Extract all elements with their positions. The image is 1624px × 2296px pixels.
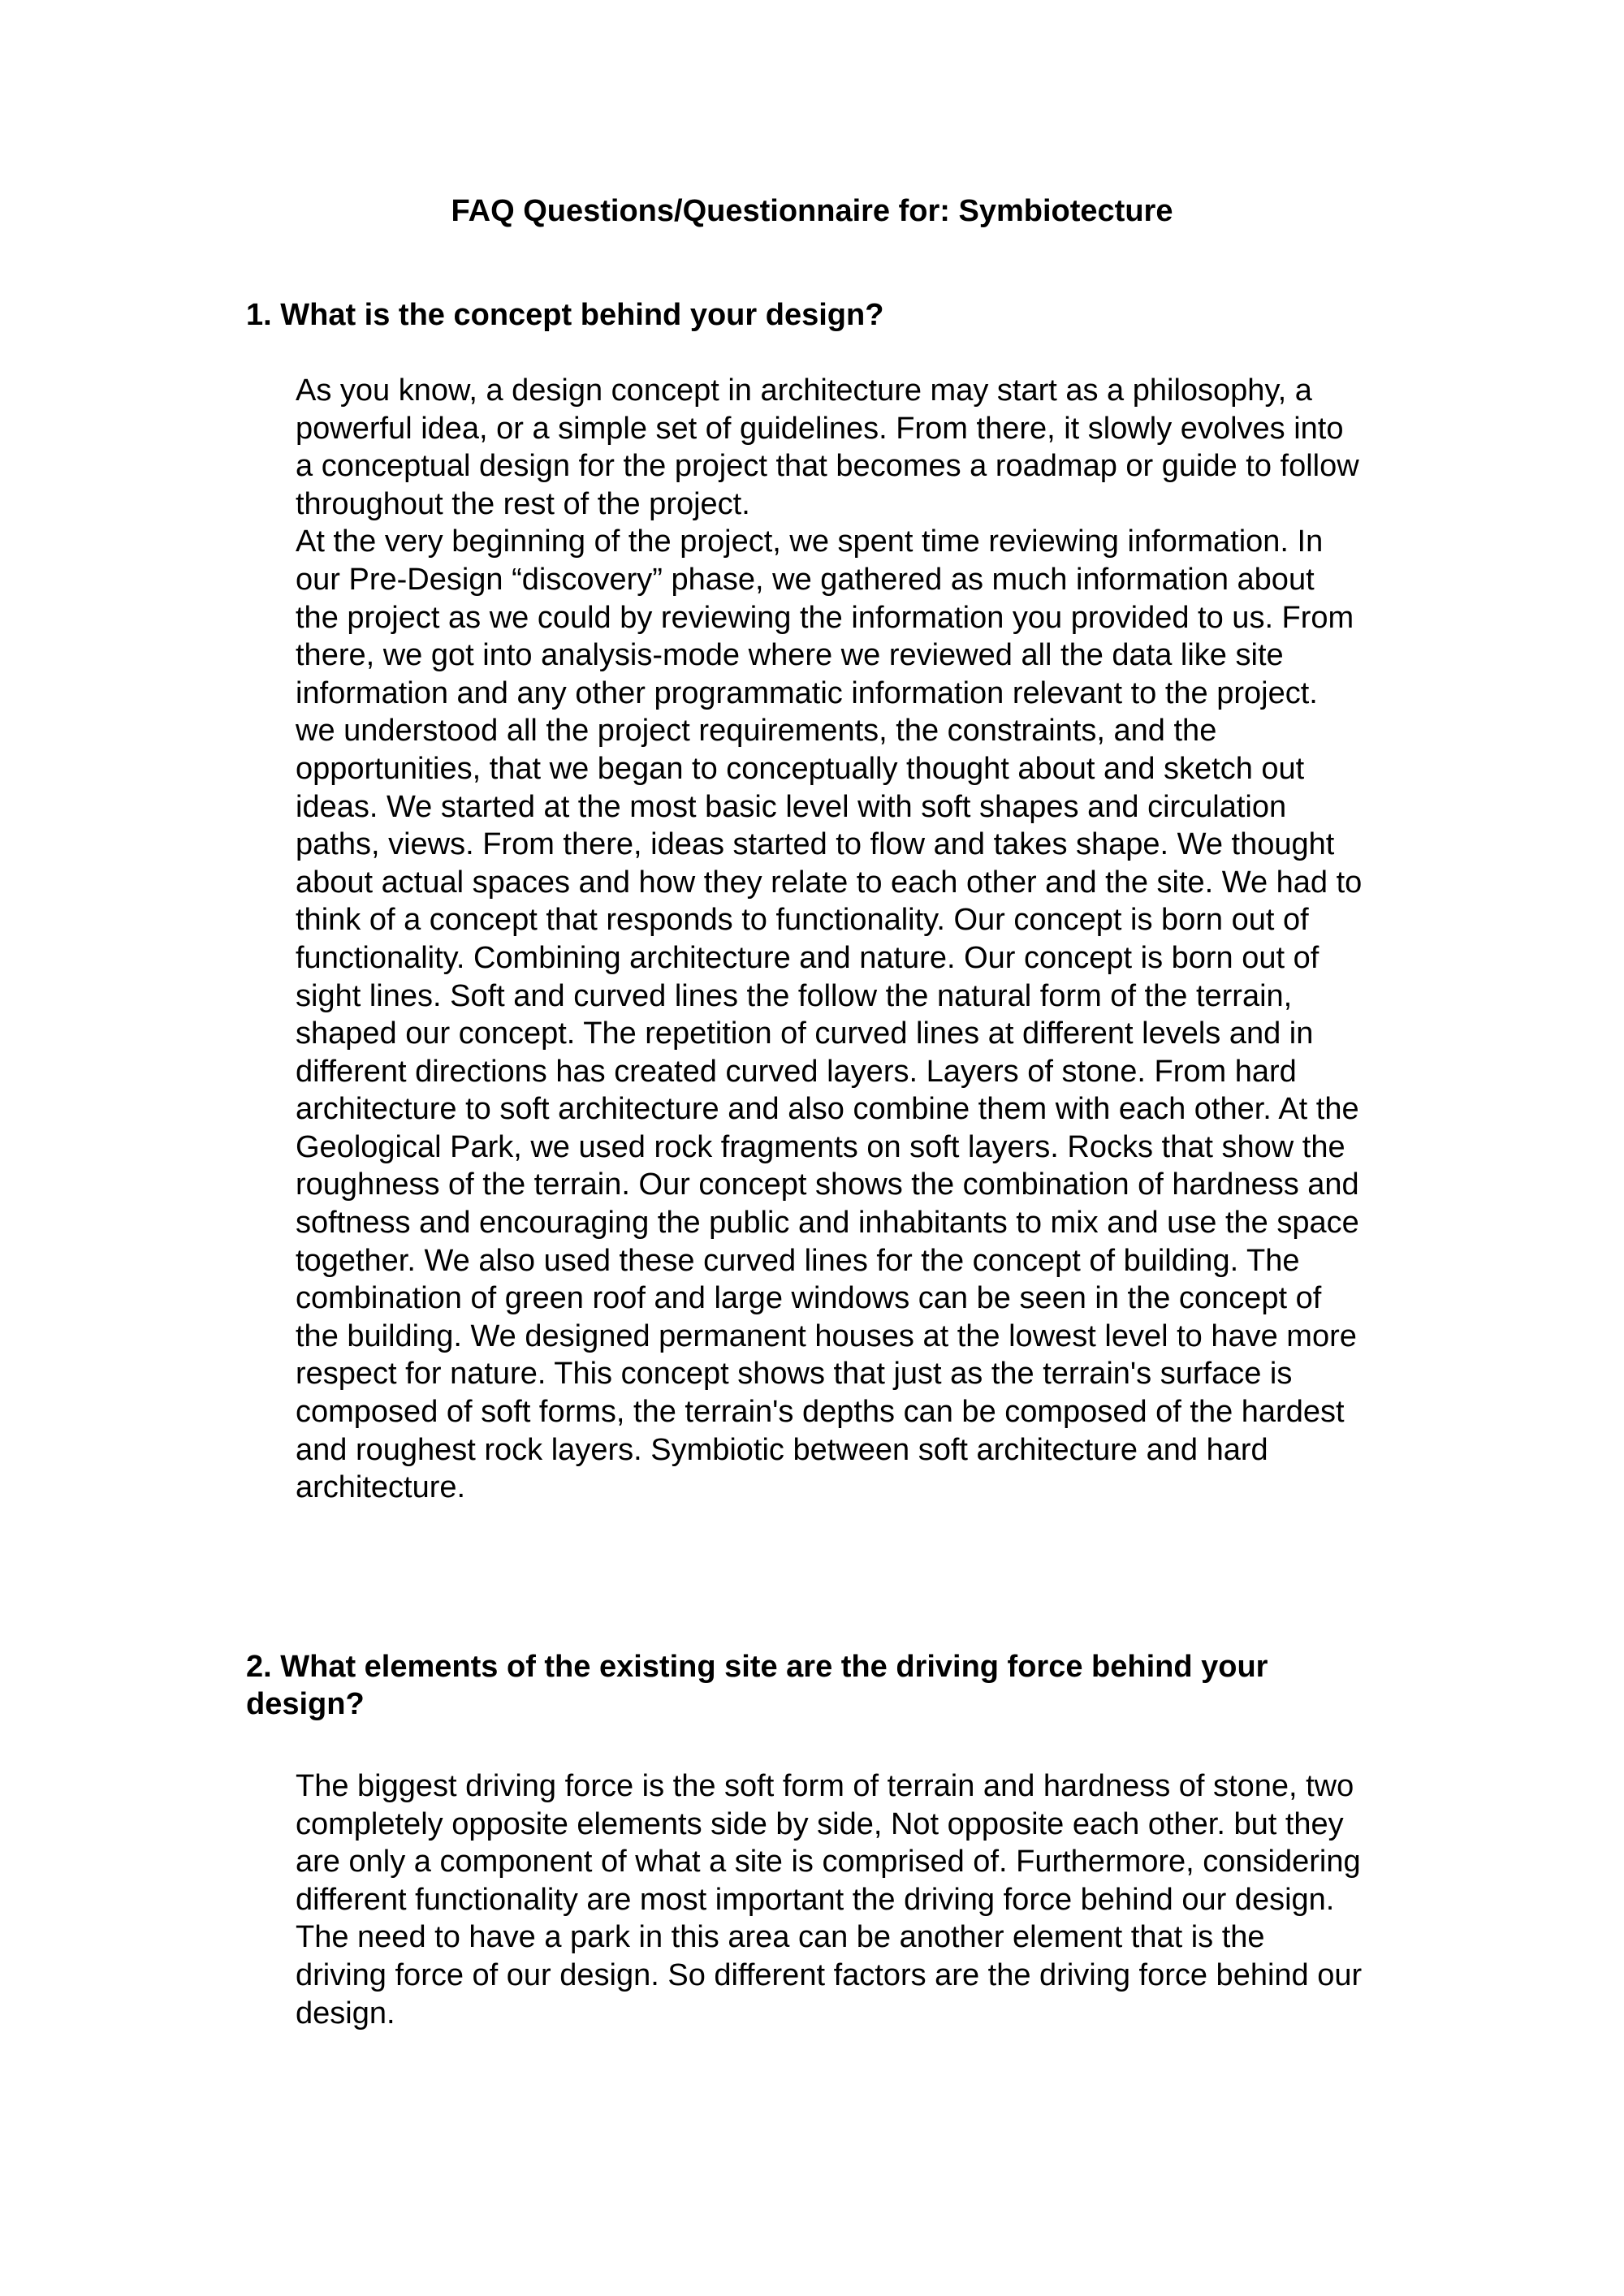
answer-1-line: Geological Park, we used rock fragments on soft layers. Rocks that show the [296, 1129, 1345, 1164]
answer-1-line: our Pre-Design “discovery” phase, we gathered as much information about [296, 562, 1315, 597]
answer-1-line: functionality. Combining architecture and nature. Our concept is born out of [296, 940, 1320, 975]
question-1-line: 1. What is the concept behind your design? [246, 298, 884, 332]
answer-1-line: think of a concept that responds to functionality. Our concept is born out of [296, 903, 1309, 938]
answer-1-line: As you know, a design concept in architecture may start as a philosophy, a [296, 373, 1312, 408]
answer-2-line: completely opposite elements side by side, Not opposite each other. but they [296, 1806, 1344, 1841]
answer-1-line: architecture. [296, 1470, 466, 1505]
question-2-line: design? [246, 1687, 365, 1721]
answer-2-line: different functionality are most important the driving force behind our design. [296, 1882, 1335, 1917]
question-2-line: 2. What elements of the existing site are the driving force behind your [246, 1650, 1268, 1684]
question-1 [246, 296, 1440, 334]
answer-1-line: throughout the rest of the project. [296, 486, 750, 521]
answer-1-line: sight lines. Soft and curved lines the follow the natural form of the terrain, [296, 978, 1293, 1013]
answer-1 [296, 372, 1449, 1507]
answer-1-line: paths, views. From there, ideas started to flow and takes shape. We thought [296, 827, 1335, 862]
answer-1-line: At the very beginning of the project, we spent time reviewing information. In [296, 524, 1324, 559]
answer-1-line: architecture to soft architecture and also combine them with each other. At the [296, 1092, 1359, 1127]
answer-2-line: design. [296, 1996, 395, 2031]
answer-1-line: we understood all the project requirements, the constraints, and the [296, 714, 1217, 749]
answer-1-line: softness and encouraging the public and inhabitants to mix and use the space [296, 1206, 1359, 1241]
answer-1-line: about actual spaces and how they relate to each other and the site. We had to [296, 865, 1363, 900]
answer-1-line: a conceptual design for the project that becomes a roadmap or guide to follow [296, 449, 1359, 484]
answer-1-line: ideas. We started at the most basic level with soft shapes and circulation [296, 789, 1287, 824]
answer-2-line: are only a component of what a site is comprised of. Furthermore, considering [296, 1845, 1361, 1880]
answer-1-line: together. We also used these curved lines for the concept of building. The [296, 1243, 1300, 1278]
answer-1-line: information and any other programmatic information relevant to the project. [296, 675, 1318, 710]
answer-2-line: The need to have a park in this area can be another element that is the [296, 1920, 1265, 1955]
answer-2-line: The biggest driving force is the soft form of terrain and hardness of stone, two [296, 1769, 1354, 1803]
answer-1-line: respect for nature. This concept shows that just as the terrain's surface is [296, 1357, 1293, 1392]
answer-1-line: shaped our concept. The repetition of curved lines at different levels and in [296, 1016, 1314, 1051]
document-title: FAQ Questions/Questionnaire for: Symbiotecture [451, 194, 1173, 228]
answer-1-line: different directions has created curved layers. Layers of stone. From hard [296, 1054, 1297, 1089]
answer-1-line: and roughest rock layers. Symbiotic between soft architecture and hard [296, 1432, 1268, 1467]
answer-1-line: the project as we could by reviewing the information you provided to us. From [296, 600, 1354, 635]
answer-1-line: there, we got into analysis-mode where we reviewed all the data like site [296, 638, 1284, 673]
answer-2-line: driving force of our design. So different factors are the driving force behind our [296, 1957, 1363, 1992]
answer-1-line: the building. We designed permanent houses at the lowest level to have more [296, 1318, 1357, 1353]
answer-1-line: composed of soft forms, the terrain's depths can be composed of the hardest [296, 1395, 1345, 1430]
answer-1-line: roughness of the terrain. Our concept shows the combination of hardness and [296, 1167, 1359, 1202]
answer-1-line: powerful idea, or a simple set of guidelines. From there, it slowly evolves into [296, 411, 1344, 446]
question-2 [246, 1648, 1440, 1723]
answer-1-line: combination of green roof and large windows can be seen in the concept of [296, 1281, 1322, 1316]
answer-1-line: opportunities, that we began to conceptually thought about and sketch out [296, 751, 1305, 786]
answer-2 [296, 1767, 1449, 2032]
